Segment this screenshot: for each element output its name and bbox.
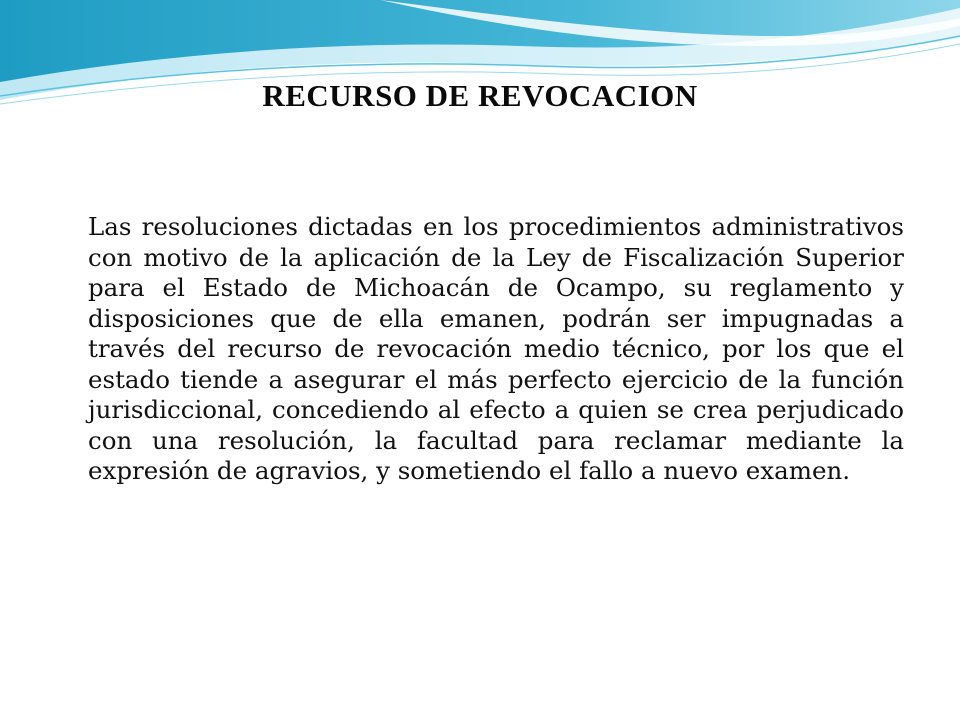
- slide-title: RECURSO DE REVOCACION: [262, 78, 698, 113]
- slide-body-text: Las resoluciones dictadas en los procedimientos administrativos con motivo de la aplicación de la Ley de Fiscalización Superior para el Estado de Michoacán de Ocampo, su reglamento y disposiciones que de ella emanen, podrán ser impugnadas a través del recurso de revocación medio técnico, por los que el estado tiende a asegurar el más perfecto ejercicio de la función jurisdiccional, concediendo al efecto a quien se crea perjudicado con una resolución, la facultad para reclamar mediante la expresión de agravios, y sometiendo el fallo a nuevo examen.: [88, 212, 904, 485]
